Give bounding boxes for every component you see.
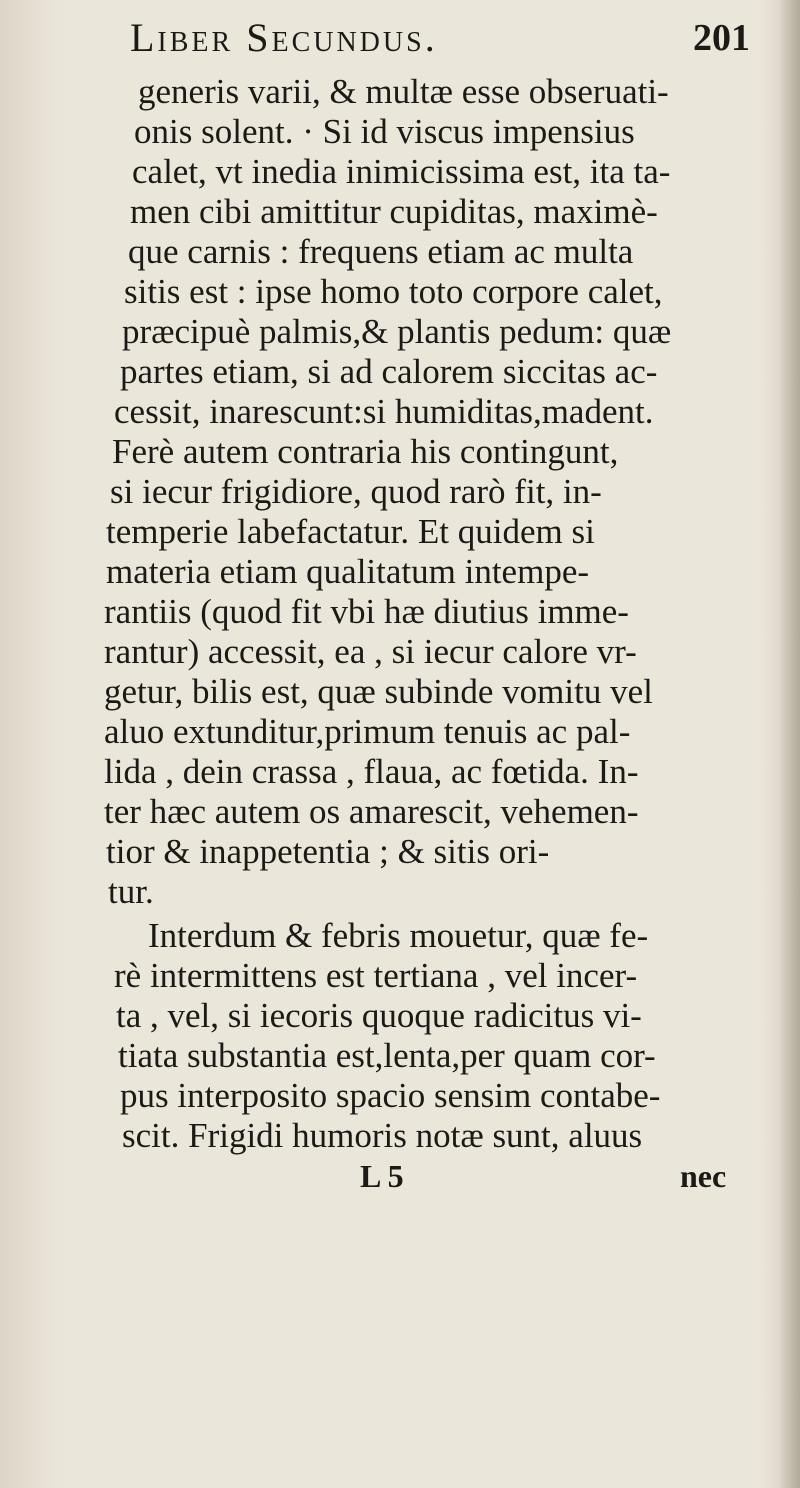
text-line: scit. Frigidi humoris notæ sunt, aluus: [122, 1116, 643, 1155]
text-line: aluo extunditur,primum tenuis ac pal-: [104, 712, 631, 751]
text-line: pus interposito spacio sensim contabe-: [120, 1076, 661, 1115]
text-line: sitis est : ipse homo toto corpore calet,: [124, 272, 663, 311]
text-line: rè intermittens est tertiana , vel incer-: [114, 956, 638, 995]
text-line: que carnis : frequens etiam ac multa: [128, 232, 634, 271]
text-line: cessit, inarescunt:si humiditas,madent.: [114, 392, 654, 431]
text-line: getur, bilis est, quæ subinde vomitu vel: [104, 672, 653, 711]
text-line: præcipuè palmis,& plantis pedum: quæ: [122, 312, 672, 351]
text-line: ter hæc autem os amarescit, vehemen-: [104, 792, 639, 831]
text-line: men cibi amittitur cupiditas, maximè-: [130, 192, 658, 231]
text-line: Ferè autem contraria his contingunt,: [112, 432, 619, 471]
text-line: calet, vt inedia inimicissima est, ita ta-: [132, 152, 671, 191]
catchword: nec: [680, 1158, 727, 1194]
text-line: partes etiam, si ad calorem siccitas ac-: [120, 352, 658, 391]
text-line: tior & inappetentia ; & sitis ori-: [106, 832, 550, 871]
text-line: onis solent. · Si id viscus impensius: [134, 112, 635, 151]
signature-mark: L 5: [360, 1158, 404, 1194]
text-line: ta , vel, si iecoris quoque radicitus vi-: [116, 996, 642, 1035]
page-edge-shadow: [778, 0, 800, 1488]
text-line: materia etiam qualitatum intempe-: [106, 552, 590, 591]
text-line: Interdum & febris mouetur, quæ fe-: [148, 916, 649, 955]
page-number: 201: [693, 17, 750, 59]
running-title: Liber Secundus.: [130, 15, 438, 60]
footer-line: [0, 1158, 800, 1198]
text-line: generis varii, & multæ esse obseruati-: [138, 72, 669, 111]
text-line: rantiis (quod fit vbi hæ diutius imme-: [104, 592, 629, 631]
text-line: temperie labefactatur. Et quidem si: [106, 512, 595, 551]
text-line: tiata substantia est,lenta,per quam cor-: [118, 1036, 656, 1075]
text-line: si iecur frigidiore, quod rarò fit, in-: [110, 472, 602, 511]
text-line: tur.: [108, 872, 154, 911]
text-line: rantur) accessit, ea , si iecur calore vr-: [104, 632, 637, 671]
running-head: [130, 14, 750, 66]
text-line: lida , dein crassa , flaua, ac fœtida. In-: [104, 752, 639, 791]
